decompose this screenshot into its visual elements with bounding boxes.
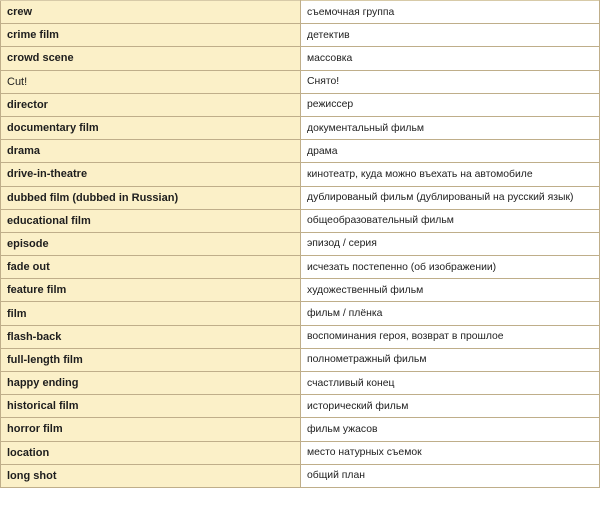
term-cell: drama xyxy=(1,140,301,163)
translation-cell: исчезать постепенно (об изображении) xyxy=(301,256,600,279)
table-row xyxy=(1,441,600,464)
translation-cell: режиссер xyxy=(301,93,600,116)
term-cell: Cut! xyxy=(1,70,301,93)
translation-cell: воспоминания героя, возврат в прошлое xyxy=(301,325,600,348)
translation-cell: исторический фильм xyxy=(301,395,600,418)
term-cell: horror film xyxy=(1,418,301,441)
table-row xyxy=(1,325,600,348)
table-row xyxy=(1,163,600,186)
glossary-body xyxy=(1,1,600,488)
translation-cell: Снято! xyxy=(301,70,600,93)
translation-cell: фильм / плёнка xyxy=(301,302,600,325)
term-cell: documentary film xyxy=(1,116,301,139)
table-row xyxy=(1,140,600,163)
table-row xyxy=(1,116,600,139)
table-row xyxy=(1,256,600,279)
translation-cell: место натурных съемок xyxy=(301,441,600,464)
term-cell: fade out xyxy=(1,256,301,279)
term-cell: episode xyxy=(1,232,301,255)
table-row xyxy=(1,348,600,371)
table-row xyxy=(1,209,600,232)
term-cell: dubbed film (dubbed in Russian) xyxy=(1,186,301,209)
term-cell: historical film xyxy=(1,395,301,418)
translation-cell: съемочная группа xyxy=(301,1,600,24)
term-cell: film xyxy=(1,302,301,325)
table-row xyxy=(1,464,600,487)
table-row xyxy=(1,1,600,24)
term-cell: crowd scene xyxy=(1,47,301,70)
translation-cell: счастливый конец xyxy=(301,372,600,395)
table-row xyxy=(1,302,600,325)
translation-cell: общеобразовательный фильм xyxy=(301,209,600,232)
translation-cell: массовка xyxy=(301,47,600,70)
term-cell: flash-back xyxy=(1,325,301,348)
term-cell: feature film xyxy=(1,279,301,302)
translation-cell: детектив xyxy=(301,24,600,47)
term-cell: drive-in-theatre xyxy=(1,163,301,186)
table-row xyxy=(1,418,600,441)
term-cell: happy ending xyxy=(1,372,301,395)
translation-cell: полнометражный фильм xyxy=(301,348,600,371)
translation-cell: эпизод / серия xyxy=(301,232,600,255)
table-row xyxy=(1,232,600,255)
term-cell: long shot xyxy=(1,464,301,487)
term-cell: crew xyxy=(1,1,301,24)
translation-cell: дублированый фильм (дублированый на русский язык) xyxy=(301,186,600,209)
translation-cell: художественный фильм xyxy=(301,279,600,302)
table-row xyxy=(1,47,600,70)
table-row xyxy=(1,279,600,302)
table-row xyxy=(1,70,600,93)
term-cell: location xyxy=(1,441,301,464)
term-cell: full-length film xyxy=(1,348,301,371)
term-cell: director xyxy=(1,93,301,116)
translation-cell: общий план xyxy=(301,464,600,487)
translation-cell: кинотеатр, куда можно въехать на автомобиле xyxy=(301,163,600,186)
table-row xyxy=(1,24,600,47)
table-row xyxy=(1,186,600,209)
term-cell: educational film xyxy=(1,209,301,232)
translation-cell: драма xyxy=(301,140,600,163)
table-row xyxy=(1,93,600,116)
translation-cell: документальный фильм xyxy=(301,116,600,139)
table-row xyxy=(1,372,600,395)
term-cell: crime film xyxy=(1,24,301,47)
table-row xyxy=(1,395,600,418)
translation-cell: фильм ужасов xyxy=(301,418,600,441)
